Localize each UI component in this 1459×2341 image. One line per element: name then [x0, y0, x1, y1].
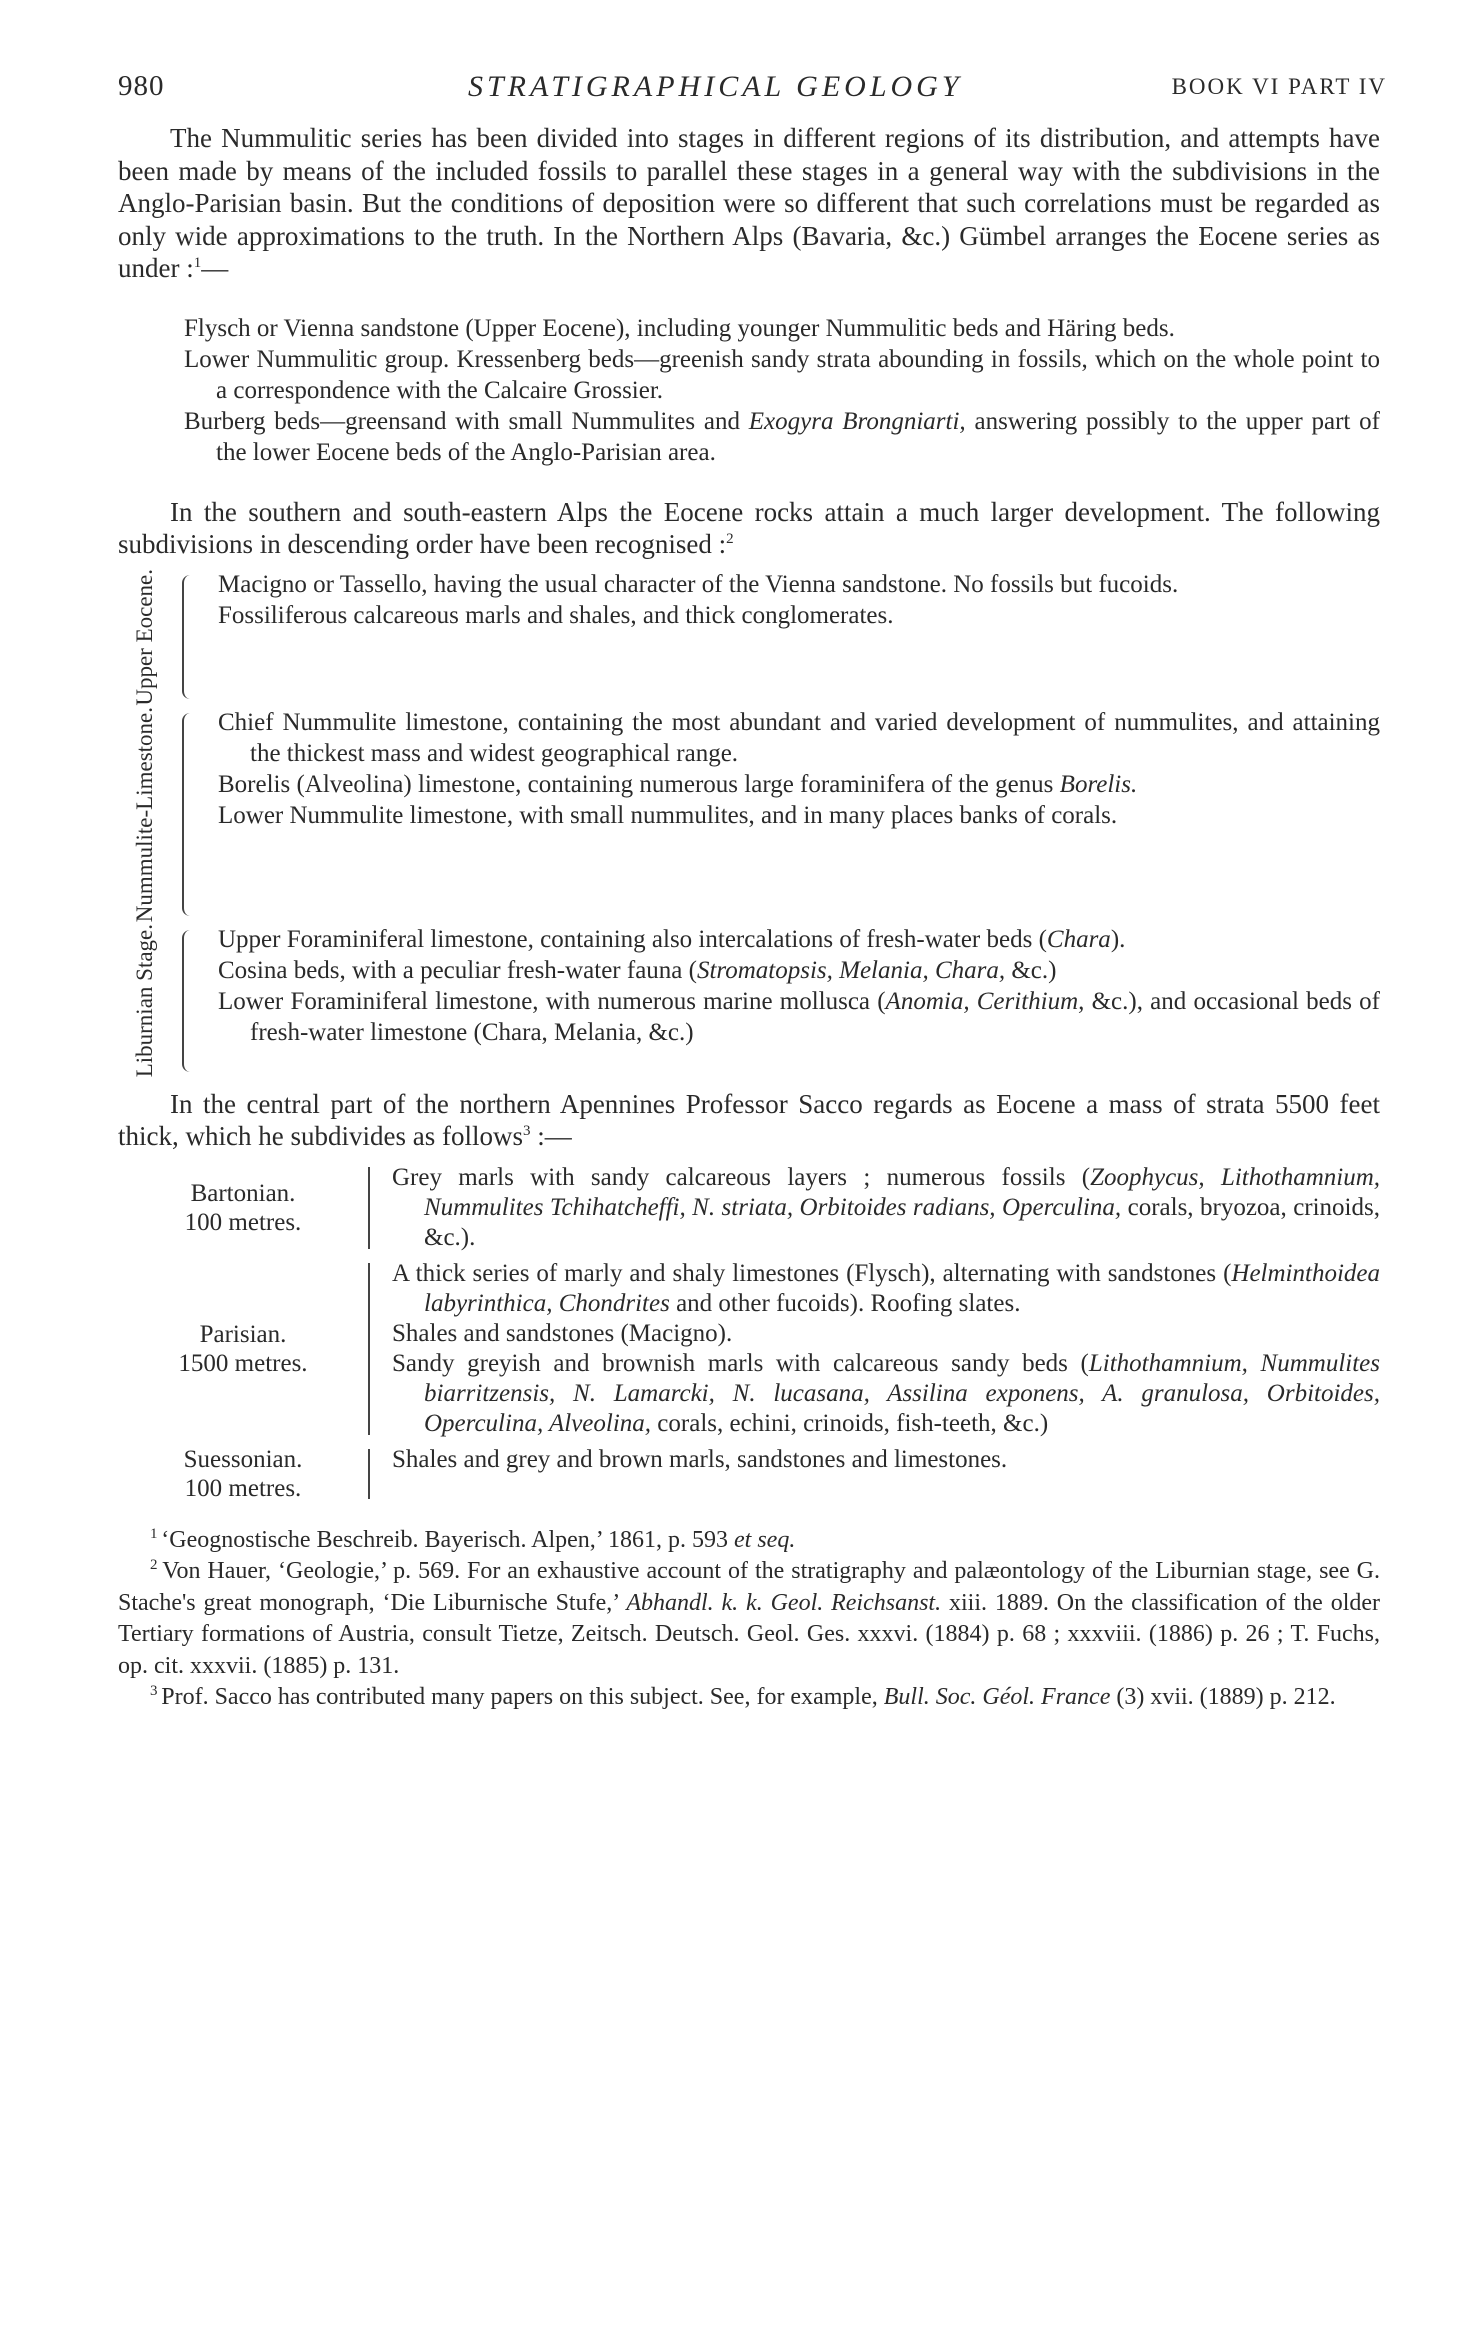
list-item: Grey marls with sandy calcareous layers ; numerous fossils (Zoophycus, Lithothamnium, Nummulites Tchihatcheffi, N. striata, Orbitoides radians, Operculina, corals, bryozoa, crinoids, &c.). — [392, 1163, 1380, 1251]
gumbel-list — [184, 313, 1380, 468]
stage-group — [118, 924, 1380, 1077]
page-number: 980 — [118, 70, 165, 102]
list-item: Chief Nummulite limestone, containing the most abundant and varied development of nummulites, and attaining the thickest mass and widest geographical range. — [218, 709, 1380, 768]
stage-label-cell — [118, 569, 170, 706]
footnote-number: 2 — [150, 1557, 163, 1574]
list-item: Sandy greyish and brownish marls with calcareous sandy beds (Lithothamnium, Nummulites biarritzensis, N. Lamarcki, N. lucasana, Assilina exponens, A. granulosa, Orbitoides, Operculina, Alveolina, corals, echini, crinoids, fish-teeth, &c.) — [392, 1349, 1380, 1437]
paragraph-nummulitic-series: The Nummulitic series has been divided into stages in different regions of its distribution, and attempts have been made by means of the included fossils to parallel these stages in a general way with the subdivisions in the Anglo-Parisian basin. But the conditions of deposition were so different that such correlations must be regarded as only wide approximations to the truth. In the Northern Alps (Bavaria, &c.) Gümbel arranges the Eocene series as under :$^1$— — [118, 123, 1380, 283]
stage-name: Suessonian. — [183, 1445, 303, 1473]
footnote-number: 1 — [150, 1525, 162, 1542]
footnotes — [118, 1525, 1380, 1714]
stage-label: Liburnian Stage. — [131, 924, 157, 1078]
footnote: $^2$ Von Hauer, ‘Geologie,’ p. 569. For an exhaustive account of the stratigraphy and palæontology of the Liburnian stage, see G. Stache's great monograph, ‘Die Liburnische Stufe,’ Abhandl. k. k. Geol. Reichsanst. xiii. 1889. On the classification of the older Tertiary formations of Austria, consult Tietze, Zeitsch. Deutsch. Geol. Ges. xxxvi. (1884) p. 68 ; xxxviii. (1886) p. 26 ; T. Fuchs, op. cit. xxxvii. (1885) p. 131. — [118, 1557, 1381, 1679]
stage-label-cell — [118, 924, 170, 1077]
stage-items — [218, 569, 1380, 706]
footnote: $^1$ ‘Geognostische Beschreib. Bayerisch. Alpen,’ 1861, p. 593 et seq. — [150, 1525, 796, 1553]
list-item: Cosina beds, with a peculiar fresh-water fauna (Stromatopsis, Melania, Chara, &c.) — [218, 957, 1057, 985]
sacco-stage — [118, 1259, 1380, 1439]
list-item: Lower Nummulitic group. Kressenberg beds—greenish sandy strata abounding in fossils, which on the whole point to a correspondence with the Calcaire Grossier. — [184, 345, 1380, 404]
stage-thickness: 1500 metres. — [178, 1349, 308, 1377]
footnote-ref-1[interactable]: 1 — [193, 255, 202, 271]
brace — [182, 575, 212, 700]
stage-thickness: 100 metres. — [184, 1208, 302, 1236]
sacco-stage — [118, 1163, 1380, 1253]
sacco-stage — [118, 1445, 1380, 1503]
list-item: Upper Foraminiferal limestone, containing also intercalations of fresh-water beds (Chara). — [218, 926, 1126, 954]
brace — [368, 1449, 384, 1499]
brace — [182, 930, 212, 1071]
page — [118, 62, 1387, 2322]
list-item: Lower Nummulite limestone, with small nummulites, and in many places banks of corals. — [218, 802, 1118, 830]
footnote: $^3$ Prof. Sacco has contributed many papers on this subject. See, for example, Bull. Soc. Géol. France (3) xvii. (1889) p. 212. — [150, 1683, 1336, 1711]
stage-items — [392, 1163, 1380, 1253]
list-item: Borelis (Alveolina) limestone, containing numerous large foraminifera of the genus Borelis. — [218, 771, 1138, 799]
stage-label-cell — [118, 707, 170, 922]
footnote-number: 3 — [150, 1683, 162, 1700]
book-part: BOOK VI PART IV — [1171, 74, 1387, 99]
brace — [368, 1263, 384, 1435]
sacco-stage-label — [118, 1163, 368, 1253]
stage-items — [218, 924, 1380, 1077]
stage-items — [392, 1445, 1380, 1503]
sacco-stage-label — [118, 1445, 368, 1503]
list-item: A thick series of marly and shaly limestones (Flysch), alternating with sandstones (Helminthoidea labyrinthica, Chondrites and other fucoids). Roofing slates. — [392, 1259, 1380, 1317]
stage-items — [218, 707, 1380, 922]
list-item: Shales and sandstones (Macigno). — [392, 1319, 733, 1347]
stage-name: Bartonian. — [190, 1179, 296, 1207]
stage-label: Nummulite-Limestone. — [131, 707, 157, 923]
sacco-stage-label — [118, 1259, 368, 1439]
list-item: Flysch or Vienna sandstone (Upper Eocene), including younger Nummulitic beds and Häring beds. — [184, 314, 1175, 342]
stage-group — [118, 707, 1380, 922]
footnote-ref-2[interactable]: 2 — [726, 531, 734, 547]
stage-thickness: 100 metres. — [184, 1474, 302, 1502]
stage-name: Parisian. — [199, 1320, 287, 1348]
paragraph-southern-alps: In the southern and south-eastern Alps the Eocene rocks attain a much larger development. The following subdivisions in descending order have been recognised :$^2$ — [118, 496, 1380, 559]
brace — [368, 1167, 384, 1249]
list-item: Lower Foraminiferal limestone, with numerous marine mollusca (Anomia, Cerithium, &c.), and occasional beds of fresh-water limestone (Chara, Melania, &c.) — [218, 988, 1380, 1047]
list-item: Macigno or Tassello, having the usual character of the Vienna sandstone. No fossils but fucoids. — [218, 570, 1179, 598]
stage-label: Upper Eocene. — [131, 568, 157, 706]
footnote-ref-3[interactable]: 3 — [522, 1123, 531, 1140]
stage-group — [118, 569, 1380, 706]
list-item: Burberg beds—greensand with small Nummulites and Exogyra Brongniarti, answering possibly to the upper part of the lower Eocene beds of the Anglo-Parisian area. — [184, 407, 1380, 466]
brace — [182, 713, 212, 916]
list-item: Fossiliferous calcareous marls and shales, and thick conglomerates. — [218, 601, 894, 629]
paragraph-apennines: In the central part of the northern Apennines Professor Sacco regards as Eocene a mass of strata 5500 feet thick, which he subdivides as follows$^3$ :— — [118, 1088, 1380, 1152]
alps-subdivisions — [118, 569, 1380, 1078]
sacco-subdivisions — [118, 1163, 1380, 1503]
list-item: Shales and grey and brown marls, sandstones and limestones. — [392, 1445, 1008, 1473]
stage-items — [392, 1259, 1380, 1439]
running-header — [118, 62, 1387, 122]
running-title: STRATIGRAPHICAL GEOLOGY — [468, 70, 963, 103]
